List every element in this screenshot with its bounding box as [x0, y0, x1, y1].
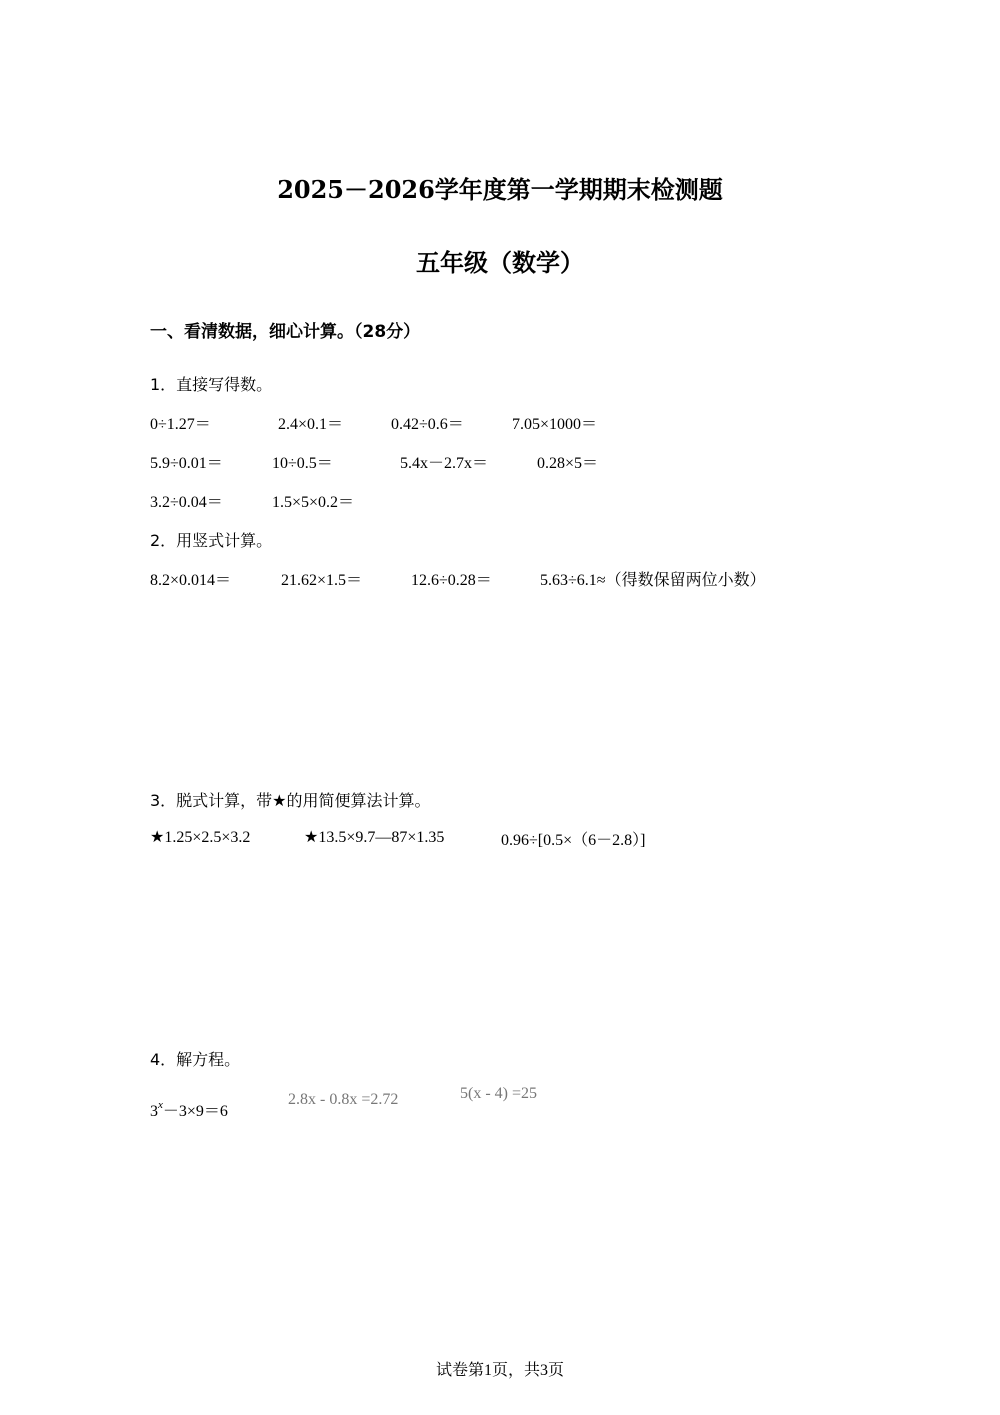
section-heading: 一、看清数据，细心计算。（28分） [150, 322, 421, 342]
q2-item: 5.63÷6.1≈（得数保留两位小数） [540, 572, 766, 589]
q1-item: 0.42÷0.6＝ [391, 416, 464, 433]
q2-item: 12.6÷0.28＝ [411, 572, 492, 589]
q3-item: ★1.25×2.5×3.2 [150, 829, 251, 846]
q2-item: 8.2×0.014＝ [150, 572, 232, 589]
exam-title: 2025－2026学年度第一学期期末检测题 [277, 175, 723, 204]
equation-1 [150, 1098, 228, 1121]
question-4-label: 4．解方程。 [150, 1050, 241, 1069]
question-2-label: 2．用竖式计算。 [150, 531, 273, 550]
q1-item: 10÷0.5＝ [272, 455, 333, 472]
page-footer: 试卷第1页，共3页 [435, 1362, 564, 1379]
q1-item: 5.9÷0.01＝ [150, 455, 223, 472]
q1-item: 7.05×1000＝ [512, 416, 598, 433]
question-3-label: 3．脱式计算，带★的用简便算法计算。 [150, 791, 431, 810]
equation-1-variable: x [158, 1098, 163, 1111]
exam-subtitle: 五年级（数学） [416, 248, 584, 277]
q1-item: 5.4x－2.7x＝ [400, 455, 489, 472]
equation-2: 2.8x - 0.8x =2.72 [288, 1091, 399, 1108]
q1-item: 3.2÷0.04＝ [150, 494, 223, 511]
q2-item: 21.62×1.5＝ [281, 572, 363, 589]
q1-item: 2.4×0.1＝ [278, 416, 344, 433]
question-1-label: 1．直接写得数。 [150, 375, 273, 394]
q1-item: 0÷1.27＝ [150, 416, 211, 433]
equation-3: 5(x - 4) =25 [460, 1085, 538, 1102]
q1-item: 1.5×5×0.2＝ [272, 494, 355, 511]
q3-item: ★13.5×9.7—87×1.35 [304, 829, 445, 846]
equation-1-rest: －3×9＝6 [162, 1103, 228, 1120]
q1-item: 0.28×5＝ [537, 455, 599, 472]
equation-1-base: 3 [150, 1103, 158, 1120]
q3-item: 0.96÷[0.5×（6－2.8）] [501, 832, 646, 849]
